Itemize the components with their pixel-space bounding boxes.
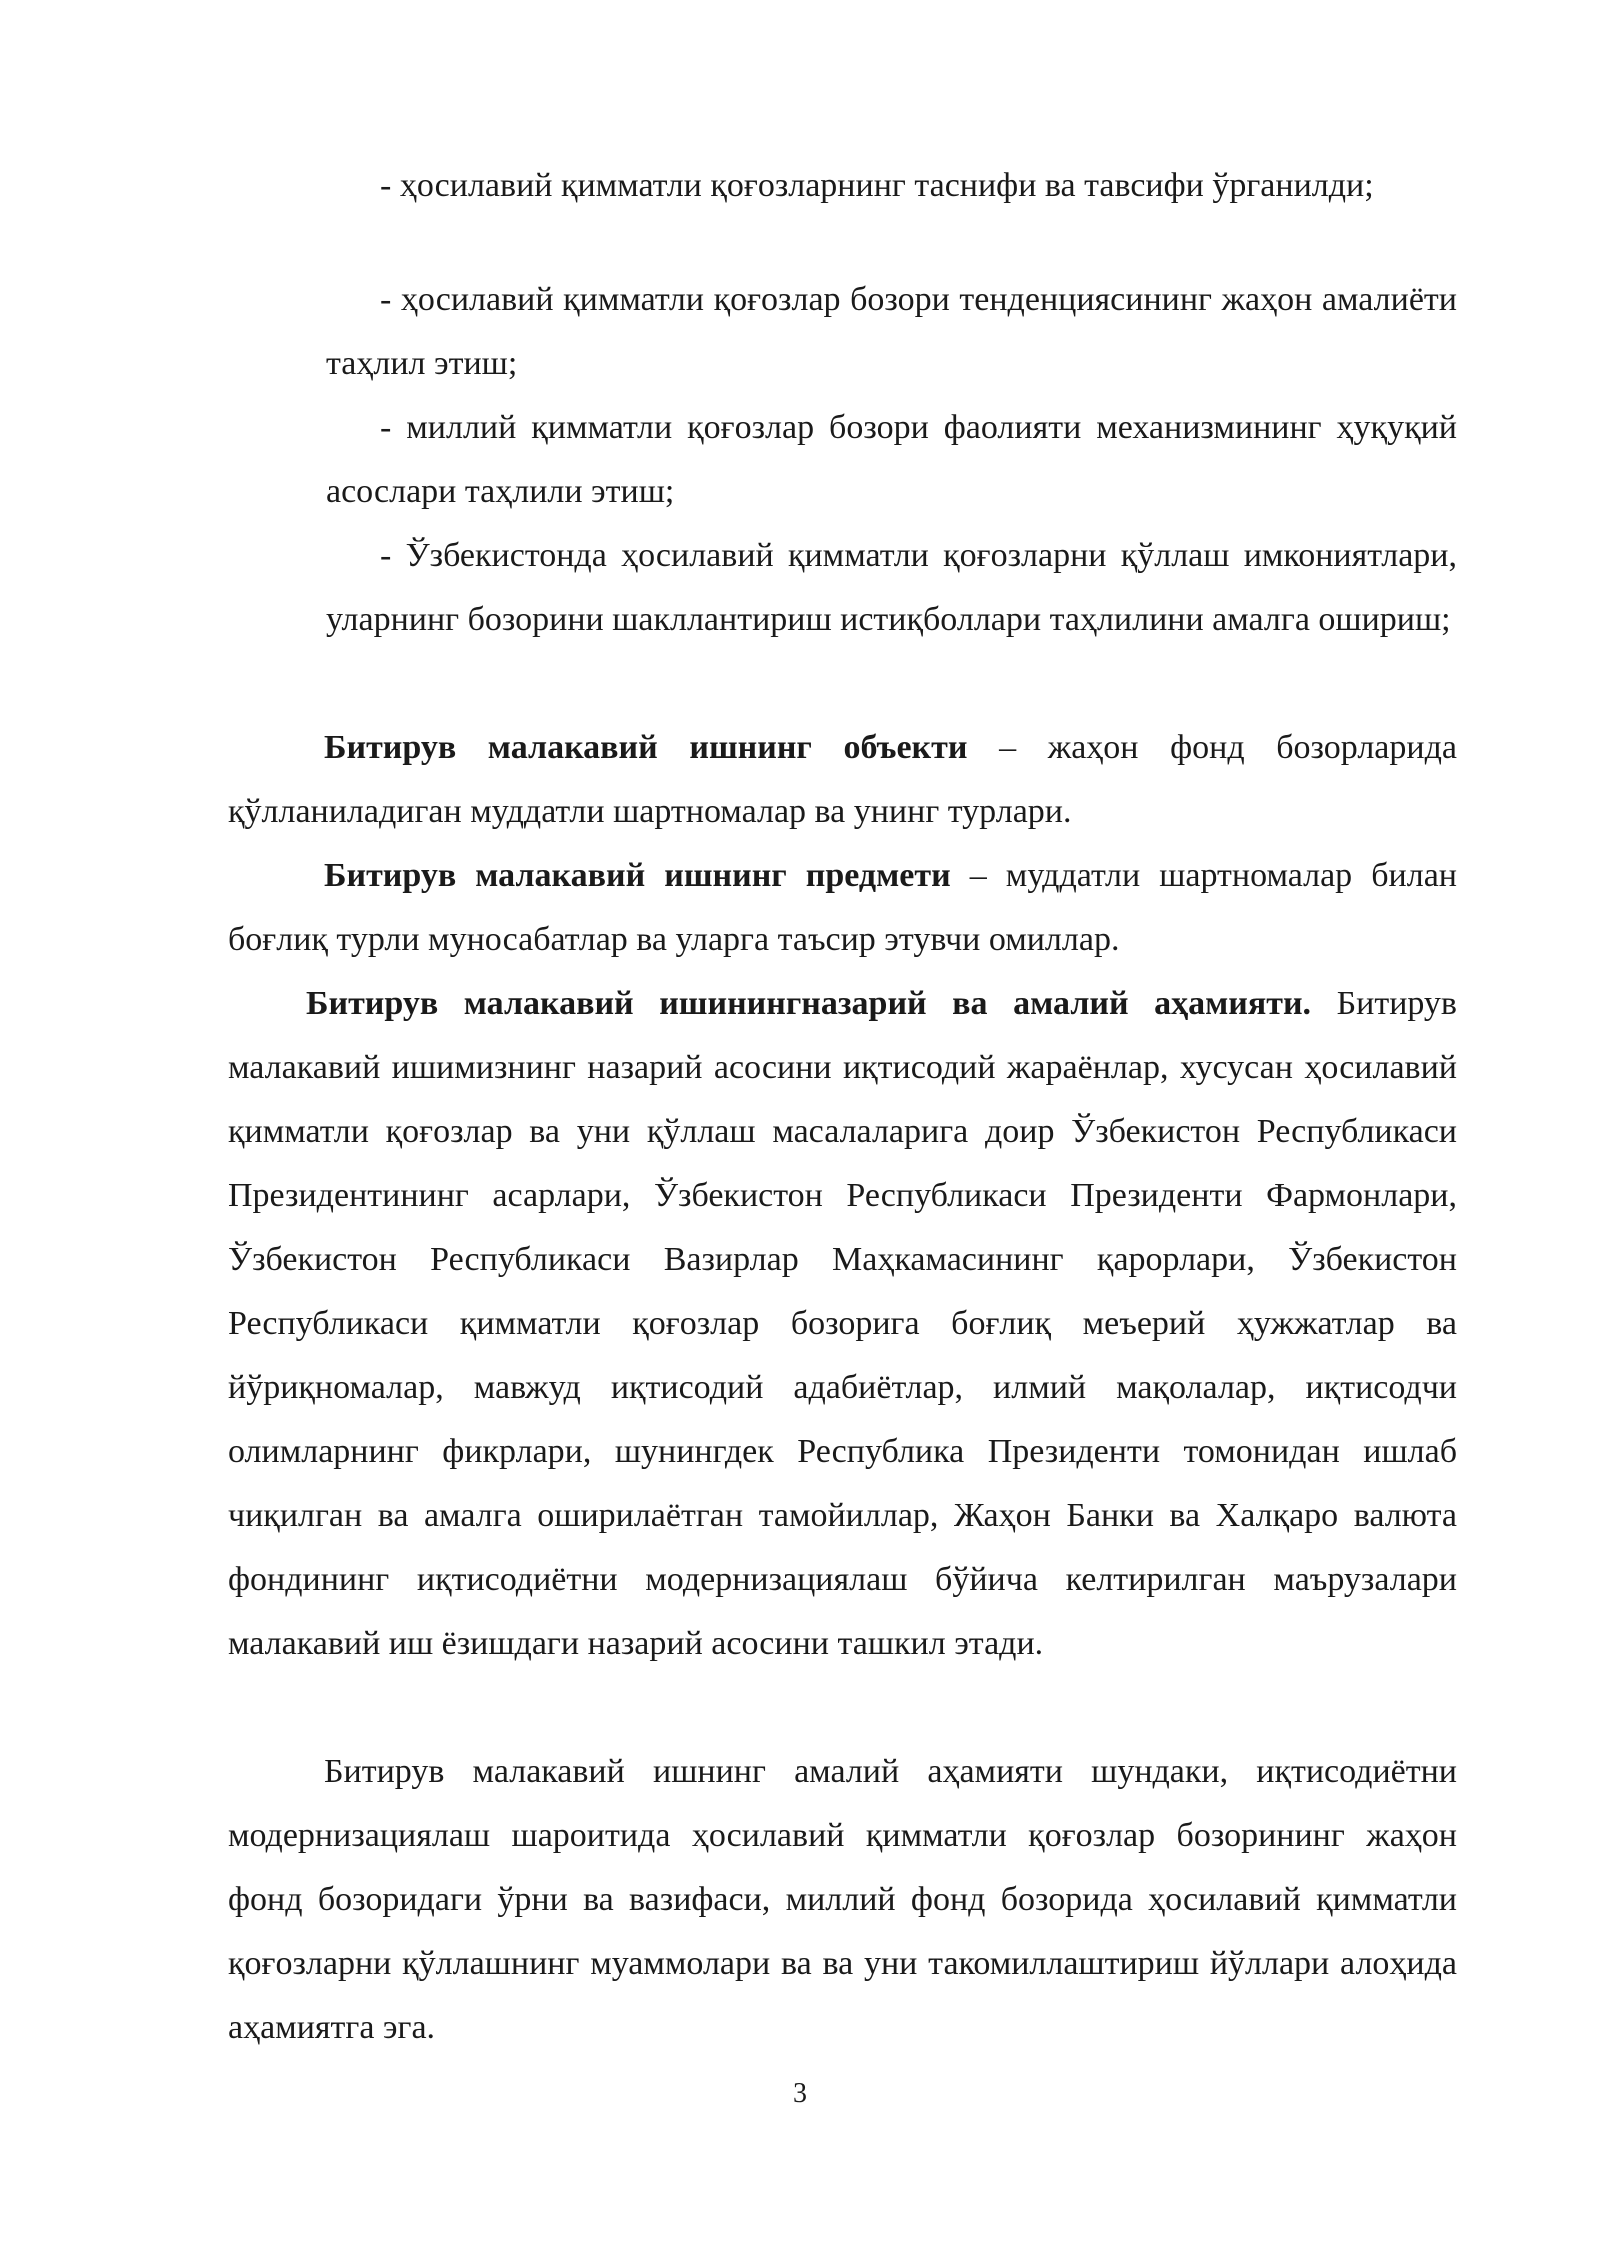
list-item-text: - ҳосилавий қимматли қоғозларнинг таснифи ва тавсифи ўрганилди; — [380, 167, 1374, 204]
list-item — [326, 268, 1457, 396]
subject-heading: Битирув малакавий ишнинг предмети — [324, 857, 951, 894]
object-paragraph — [228, 716, 1457, 844]
list-item-text: - ҳосилавий қимматли қоғозлар бозори тенденциясининг жаҳон амалиёти таҳлил этиш; — [326, 281, 1457, 382]
subject-text: – муддатли шартномалар билан боғлиқ турли муносабатлар ва уларга таъсир этувчи омиллар. — [228, 857, 1457, 958]
significance-paragraph — [228, 972, 1457, 1676]
list-item-text: - миллий қимматли қоғозлар бозори фаолияти механизмининг ҳуқуқий асослари таҳлили этиш; — [326, 409, 1457, 510]
practical-text: Битирув малакавий ишнинг амалий аҳамияти шундаки, иқтисодиётни модернизациялаш шароитида ҳосилавий қимматли қоғозлар бозорининг жаҳон фонд бозоридаги ўрни ва вазифаси, миллий фонд бозорида ҳосилавий қимматли қоғозларни қўллашнинг муаммолари ва ва уни такомиллаштириш йўллари алоҳида аҳамиятга эга. — [228, 1753, 1457, 2046]
page-number: 3 — [793, 2078, 807, 2109]
significance-heading: Битирув малакавий ишинингназарий ва амалий аҳамияти. — [306, 985, 1312, 1022]
list-item — [326, 396, 1457, 524]
list-item — [326, 154, 1457, 218]
practical-paragraph — [228, 1740, 1457, 2060]
list-item — [326, 524, 1457, 652]
subject-paragraph — [228, 844, 1457, 972]
object-text: – жаҳон фонд бозорларида қўлланиладиган муддатли шартномалар ва унинг турлари. — [228, 729, 1457, 830]
list-item-text: - Ўзбекистонда ҳосилавий қимматли қоғозларни қўллаш имкониятлари, уларнинг бозорини шакллантириш истиқболлари таҳлилини амалга ошириш; — [326, 537, 1457, 638]
significance-text: Битирув малакавий ишимизнинг назарий асосини иқтисодий жараёнлар, хусусан ҳосилавий қимматли қоғозлар ва уни қўллаш масалаларига доир Ўзбекистон Республикаси Президентининг асарлари, Ўзбекистон Республикаси Президенти Фармонлари, Ўзбекистон Республикаси Вазирлар Маҳкамасининг қарорлари, Ўзбекистон Республикаси қимматли қоғозлар бозорига боғлиқ меъерий ҳужжатлар ва йўриқномалар, мавжуд иқтисодий адабиётлар, илмий мақолалар, иқтисодчи олимларнинг фикрлари, шунингдек Республика Президенти томонидан ишлаб чиқилган ва амалга оширилаётган тамойиллар, Жаҳон Банки ва Халқаро валюта фондининг иқтисодиётни модернизациялаш бўйича келтирилган маърузалари малакавий иш ёзишдаги назарий асосини ташкил этади. — [228, 985, 1457, 1662]
object-heading: Битирув малакавий ишнинг объекти — [324, 729, 968, 766]
